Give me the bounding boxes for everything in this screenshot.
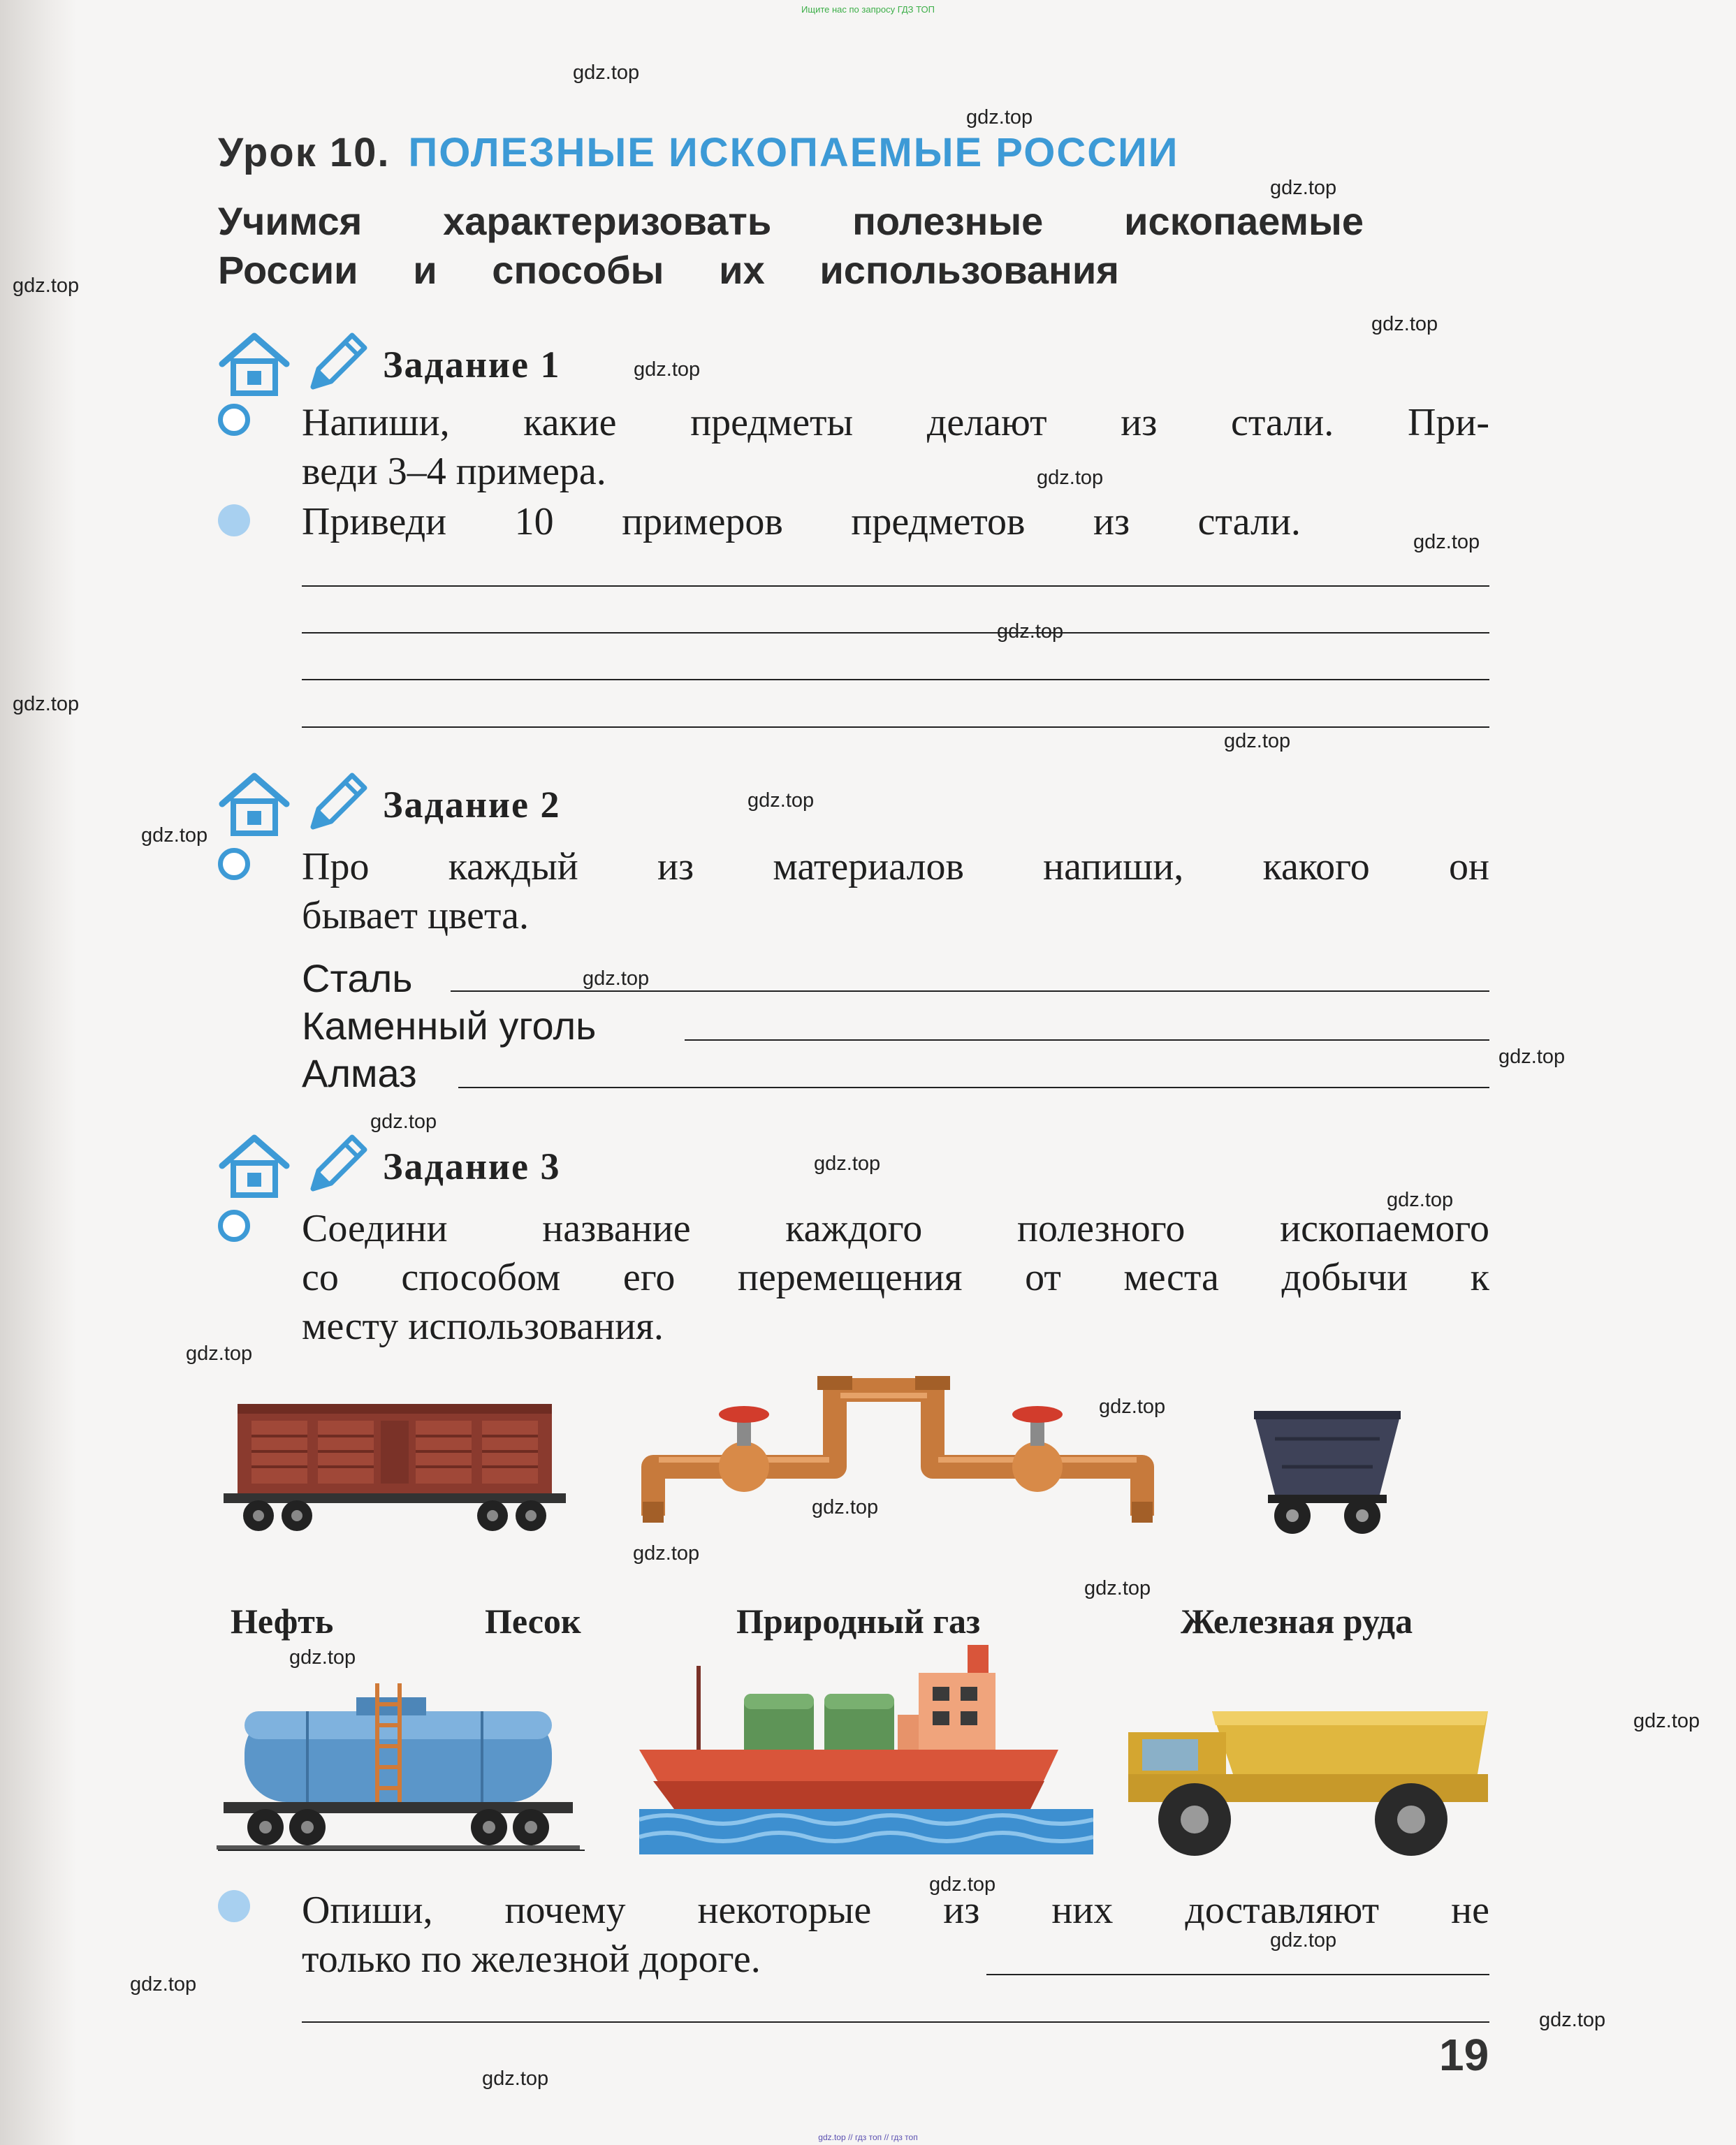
watermark: gdz.top — [812, 1496, 879, 1518]
material-label-diamond: Алмаз — [302, 1051, 417, 1095]
word: Про — [302, 845, 370, 888]
empty-circle-icon — [218, 848, 250, 880]
word: делают — [926, 401, 1047, 444]
word: способы — [492, 248, 664, 292]
tank-wagon-image — [217, 1683, 580, 1851]
word: какие — [523, 401, 617, 444]
word: использования — [819, 248, 1119, 292]
task2-header — [218, 768, 561, 841]
task3-line-1 — [302, 1204, 1489, 1253]
word: некоторые — [697, 1889, 872, 1932]
word: Соедини — [302, 1207, 448, 1250]
material-label-steel: Сталь — [302, 956, 413, 1000]
pencil-icon — [299, 328, 372, 401]
watermark: gdz.top — [130, 1973, 197, 1996]
watermark: gdz.top — [13, 274, 80, 297]
watermark: gdz.top — [1099, 1396, 1166, 1418]
filled-circle-icon — [218, 1890, 250, 1922]
task3-line-2 — [302, 1253, 1489, 1302]
lesson-heading — [218, 129, 1179, 176]
task2-line-1 — [302, 842, 1489, 891]
answer-line[interactable] — [458, 1087, 1489, 1088]
word: их — [719, 248, 765, 292]
word: При- — [1407, 401, 1489, 444]
task1-line-1 — [302, 398, 1489, 447]
word: перемещения — [737, 1256, 963, 1299]
pencil-icon — [299, 768, 372, 841]
tanker-ship-image — [639, 1645, 1093, 1854]
word: из — [1121, 401, 1158, 444]
watermark: gdz.top — [814, 1152, 881, 1175]
task3-line-3: месту использования. — [302, 1305, 664, 1348]
watermark: gdz.top — [633, 1542, 700, 1565]
watermark: gdz.top — [634, 358, 701, 381]
watermark: gdz.top — [1037, 467, 1104, 489]
word: добычи — [1281, 1256, 1408, 1299]
task3-header — [218, 1130, 561, 1203]
ore-cart-image — [1247, 1404, 1408, 1544]
watermark: gdz.top — [1539, 2009, 1606, 2031]
word: он — [1449, 845, 1489, 888]
word: предметы — [690, 401, 854, 444]
word: со — [302, 1256, 339, 1299]
answer-line[interactable] — [302, 2021, 1489, 2023]
word: каждый — [448, 845, 578, 888]
page-number: 19 — [1439, 2030, 1489, 2080]
word: его — [622, 1256, 676, 1299]
watermark: gdz.top — [583, 967, 650, 990]
word: от — [1025, 1256, 1061, 1299]
empty-circle-icon — [218, 404, 250, 436]
answer-line[interactable] — [302, 632, 1489, 634]
watermark: gdz.top — [1371, 313, 1438, 335]
freight-wagon-image — [224, 1397, 566, 1537]
material-oil[interactable]: Нефть — [231, 1602, 334, 1641]
watermark: gdz.top — [1633, 1710, 1700, 1732]
watermark: gdz.top — [1413, 531, 1480, 553]
watermark: gdz.top — [186, 1342, 253, 1365]
word: из — [943, 1889, 980, 1932]
task1-header — [218, 328, 561, 401]
word: из — [1093, 500, 1130, 543]
watermark: gdz.top — [573, 61, 640, 84]
word: какого — [1262, 845, 1370, 888]
bottom-note: gdz.top // гдз топ // гдз топ — [818, 2132, 918, 2142]
watermark: gdz.top — [1084, 1577, 1151, 1599]
watermark: gdz.top — [141, 824, 208, 847]
word: напиши, — [1043, 845, 1184, 888]
dump-truck-image — [1128, 1704, 1491, 1858]
word: предметов — [851, 500, 1026, 543]
watermark: gdz.top — [1498, 1046, 1566, 1068]
answer-line[interactable] — [302, 585, 1489, 587]
word: почему — [504, 1889, 626, 1932]
filled-circle-icon — [218, 504, 250, 536]
page-binding-shadow — [0, 0, 80, 2145]
empty-circle-icon — [218, 1210, 250, 1242]
word: доставляют — [1185, 1889, 1380, 1932]
home-icon — [218, 1134, 291, 1199]
word: название — [542, 1207, 691, 1250]
word: к — [1470, 1256, 1489, 1299]
material-sand[interactable]: Песок — [485, 1602, 581, 1641]
lesson-title: ПОЛЕЗНЫЕ ИСКОПАЕМЫЕ РОССИИ — [408, 130, 1179, 175]
word: Учимся — [218, 199, 363, 243]
word: материалов — [773, 845, 964, 888]
watermark: gdz.top — [966, 106, 1033, 129]
word: стали. — [1197, 500, 1301, 543]
word: полезного — [1017, 1207, 1186, 1250]
watermark: gdz.top — [1270, 177, 1337, 199]
watermark: gdz.top — [1387, 1189, 1454, 1211]
word: и — [413, 248, 437, 292]
word: каждого — [785, 1207, 923, 1250]
material-iron-ore[interactable]: Железная руда — [1181, 1602, 1413, 1641]
word: способом — [401, 1256, 561, 1299]
subtitle-line-1 — [218, 197, 1364, 246]
lesson-subtitle — [218, 197, 1364, 295]
question-line-1 — [302, 1886, 1489, 1935]
word: примеров — [622, 500, 783, 543]
task1-title: Задание 1 — [383, 344, 561, 386]
word: них — [1051, 1889, 1114, 1932]
task2-line-2: бывает цвета. — [302, 894, 529, 937]
lesson-label: Урок 10. — [218, 130, 391, 175]
pencil-icon — [299, 1130, 372, 1203]
watermark: gdz.top — [482, 2067, 549, 2090]
watermark: gdz.top — [929, 1873, 996, 1896]
word: Опиши, — [302, 1889, 433, 1932]
word: стали. — [1230, 401, 1334, 444]
top-note: Ищите нас по запросу ГДЗ ТОП — [801, 4, 935, 15]
answer-line[interactable] — [451, 990, 1489, 992]
material-label-coal: Каменный уголь — [302, 1004, 597, 1048]
home-icon — [218, 772, 291, 837]
answer-line[interactable] — [302, 726, 1489, 728]
gas-pipeline-image — [639, 1348, 1191, 1523]
task2-title: Задание 2 — [383, 784, 561, 826]
word: характеризовать — [443, 199, 772, 243]
word: из — [657, 845, 694, 888]
word: места — [1123, 1256, 1219, 1299]
word: Приведи — [302, 500, 447, 543]
word: ископаемого — [1280, 1207, 1489, 1250]
word: ископаемые — [1124, 199, 1364, 243]
task1-line-2: веди 3–4 примера. — [302, 450, 606, 493]
answer-line[interactable] — [986, 1974, 1489, 1975]
illustration-baseline — [218, 1850, 585, 1851]
watermark: gdz.top — [747, 789, 815, 812]
watermark: gdz.top — [1224, 730, 1291, 752]
watermark: gdz.top — [1270, 1929, 1337, 1952]
answer-line[interactable] — [302, 679, 1489, 680]
subtitle-line-2 — [218, 246, 1119, 295]
watermark: gdz.top — [289, 1646, 356, 1669]
watermark: gdz.top — [370, 1111, 437, 1133]
word: не — [1451, 1889, 1489, 1932]
word: полезные — [852, 199, 1044, 243]
question-line-2: только по железной дороге. — [302, 1938, 761, 1981]
word: 10 — [514, 500, 554, 543]
watermark: gdz.top — [997, 620, 1064, 643]
task3-title: Задание 3 — [383, 1145, 561, 1187]
task1-line-3 — [302, 497, 1301, 546]
material-natural-gas[interactable]: Природный газ — [736, 1602, 981, 1641]
word: Напиши, — [302, 401, 450, 444]
word: России — [218, 248, 358, 292]
watermark: gdz.top — [13, 693, 80, 715]
answer-line[interactable] — [685, 1039, 1489, 1041]
home-icon — [218, 332, 291, 397]
